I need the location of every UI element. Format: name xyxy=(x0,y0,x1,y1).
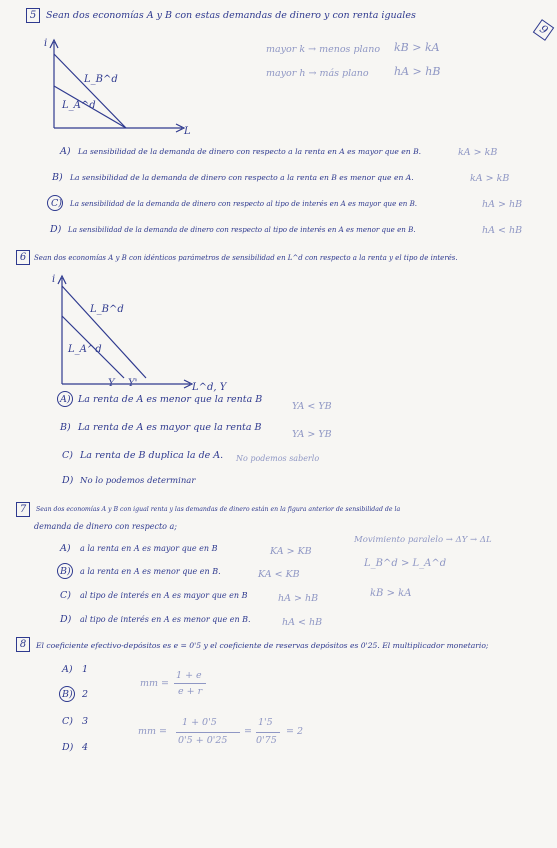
q8-formula2-lhs: mm = xyxy=(138,726,167,737)
q5-number: 5 xyxy=(26,8,40,23)
q5-option-d-label: D) xyxy=(50,224,62,235)
q6-curve-b-label: L_B^d xyxy=(90,304,124,315)
q7-prompt-line2: demanda de dinero con respecto a; xyxy=(34,522,177,531)
q5-curve-b-label: L_B^d xyxy=(84,74,118,85)
q5-option-a-text: La sensibilidad de la demanda de dinero con respecto a la renta en A es mayor que en B. xyxy=(78,147,422,156)
q7-option-b-text: a la renta en A es menor que en B. xyxy=(80,567,221,576)
q8-formula2-result: = 2 xyxy=(286,726,304,737)
q6-tick-y: Y xyxy=(108,378,115,389)
q8-formula1-lhs: mm = xyxy=(140,678,169,689)
q6-option-b-text: La renta de A es mayor que la renta B xyxy=(78,422,262,433)
q8-formula1-bar xyxy=(174,683,206,684)
q5-x-label: L xyxy=(184,126,191,137)
q8-formula1-num: 1 + e xyxy=(176,670,202,681)
q8-formula2-den2: 0'75 xyxy=(256,735,277,746)
q8-number: 8 xyxy=(16,637,30,652)
q5-option-b-text: La sensibilidad de la demanda de dinero con respecto a la renta en B es menor que en A. xyxy=(70,173,414,182)
q8-formula2-eq: = xyxy=(244,726,252,737)
q6-curve-b xyxy=(62,286,146,378)
q5-note2: mayor h → más plano xyxy=(266,68,369,79)
q7-side-note1: Movimiento paralelo → ΔY → ΔL xyxy=(354,535,492,545)
q8-formula2-bar2 xyxy=(256,732,280,733)
q6-option-a-text: La renta de A es menor que la renta B xyxy=(78,394,263,405)
q8-option-a-value: 1 xyxy=(82,664,89,675)
q5-option-a-label: A) xyxy=(60,146,71,157)
q7-option-a-label: A) xyxy=(60,543,71,554)
q7-side-note2: L_B^d > L_A^d xyxy=(364,558,447,569)
q6-option-d-label: D) xyxy=(62,475,74,486)
q8-formula2-bar xyxy=(176,732,240,733)
q8-option-c-label: C) xyxy=(62,716,73,727)
q5-y-label: i xyxy=(44,38,48,49)
q6-option-b-label: B) xyxy=(60,422,71,433)
q8-formula2-den: 0'5 + 0'25 xyxy=(178,735,228,746)
q5-curve-b xyxy=(54,54,126,128)
q7-option-d-label: D) xyxy=(60,614,72,625)
q7-option-c-note: hA > hB xyxy=(278,593,319,604)
page-number: 9 xyxy=(533,19,554,41)
q7-side-note3: kB > kA xyxy=(370,588,412,599)
q7-option-c-label: C) xyxy=(60,590,71,601)
q5-option-d-note: hA < hB xyxy=(482,225,523,236)
q5-option-d-text: La sensibilidad de la demanda de dinero con respecto al tipo de interés en A es menor que en B. xyxy=(68,225,416,234)
q6-option-b-note: YA > YB xyxy=(292,429,332,440)
q7-option-a-note: KA > KB xyxy=(270,546,312,557)
q8-option-c-value: 3 xyxy=(82,716,89,727)
q5-option-b-label: B) xyxy=(52,172,63,183)
q6-option-d-text: No lo podemos determinar xyxy=(80,476,196,486)
q6-number: 6 xyxy=(16,250,30,265)
q7-option-c-text: al tipo de interés en A es mayor que en B xyxy=(80,591,248,600)
q7-number: 7 xyxy=(16,502,30,517)
q6-tick-y2: Y' xyxy=(128,378,138,389)
q7-option-a-text: a la renta en A es mayor que en B xyxy=(80,544,218,553)
q6-option-c-text: La renta de B duplica la de A. xyxy=(80,450,224,461)
q8-prompt: El coeficiente efectivo-depósitos es e = 0'5 y el coeficiente de reservas depósitos es 0'25. El multiplicador monetario; xyxy=(36,641,489,650)
q6-prompt: Sean dos economías A y B con idénticos parámetros de sensibilidad en L^d con respecto a la renta y el tipo de interés. xyxy=(34,254,458,262)
q8-formula1-den: e + r xyxy=(178,686,203,697)
q5-option-b-note: kA > kB xyxy=(470,173,510,184)
q5-note1-result: kB > kA xyxy=(394,41,440,54)
q5-note2-result: hA > hB xyxy=(394,65,441,78)
q8-option-a-label: A) xyxy=(62,664,73,675)
q8-option-b-value: 2 xyxy=(82,689,89,700)
q5-option-c-text: La sensibilidad de la demanda de dinero con respecto al tipo de interés en A es mayor que en B. xyxy=(70,199,418,208)
q6-option-a-note: YA < YB xyxy=(292,401,332,412)
q8-option-b-label: B) xyxy=(62,689,73,700)
q6-option-a-label: A) xyxy=(60,394,71,405)
q7-option-b-note: KA < KB xyxy=(258,569,300,580)
q5-graph xyxy=(40,36,200,136)
q8-formula2-num2: 1'5 xyxy=(258,717,273,728)
q5-option-c-note: hA > hB xyxy=(482,199,523,210)
q6-y-label: i xyxy=(52,274,56,285)
q6-graph xyxy=(48,272,238,396)
q6-x-label: L^d, Y xyxy=(192,382,227,393)
q7-option-d-note: hA < hB xyxy=(282,617,323,628)
q8-option-d-label: D) xyxy=(62,742,74,753)
q5-curve-a-label: L_A^d xyxy=(62,100,96,111)
q5-option-c-label: C) xyxy=(51,198,62,209)
q7-option-b-label: B) xyxy=(60,566,71,577)
q6-curve-a-label: L_A^d xyxy=(68,344,102,355)
q6-option-c-label: C) xyxy=(62,450,73,461)
q7-prompt-line1: Sean dos economías A y B con igual renta y las demandas de dinero están en la figura anterior de sensibilidad de la xyxy=(36,506,401,513)
q5-note1: mayor k → menos plano xyxy=(266,44,381,55)
q7-option-d-text: al tipo de interés en A es menor que en B. xyxy=(80,615,251,624)
q5-option-a-note: kA > kB xyxy=(458,147,498,158)
q6-option-c-note: No podemos saberlo xyxy=(236,454,320,463)
q5-prompt: Sean dos economías A y B con estas demandas de dinero y con renta iguales xyxy=(46,10,416,21)
q8-formula2-num: 1 + 0'5 xyxy=(182,717,217,728)
q8-option-d-value: 4 xyxy=(82,742,89,753)
